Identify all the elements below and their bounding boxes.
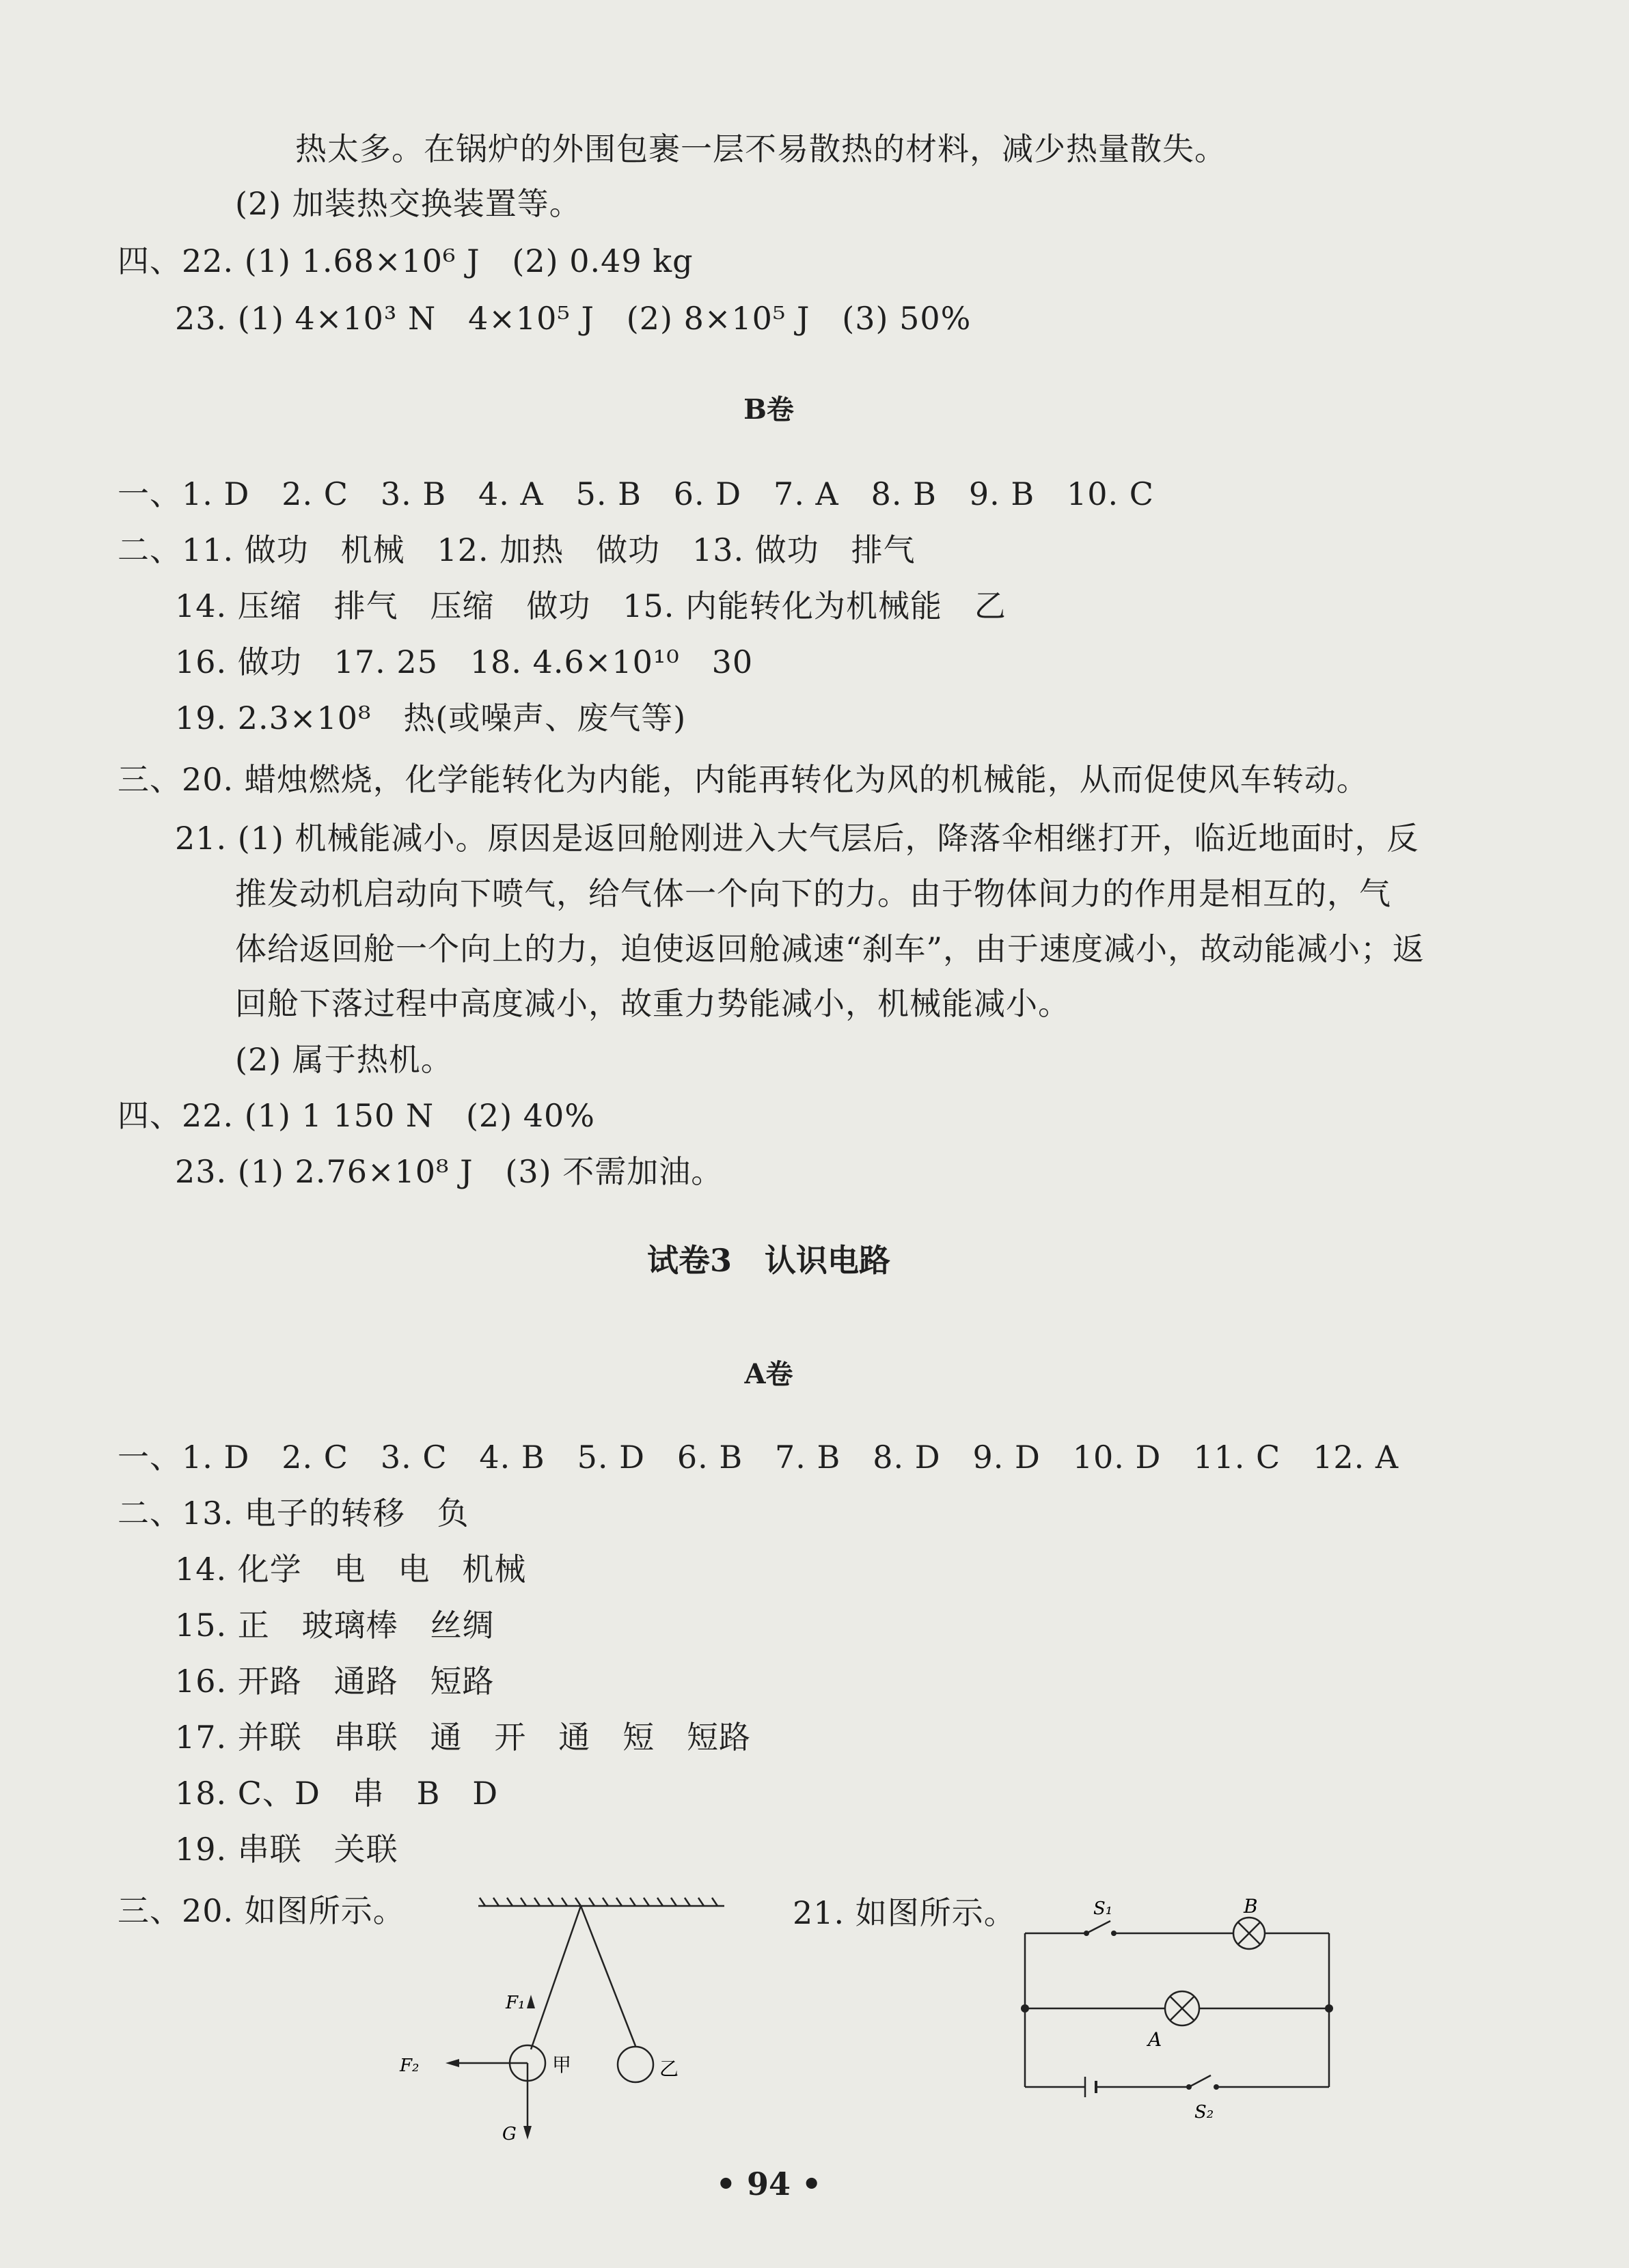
text-line: 16. 开路 通路 短路 xyxy=(175,1663,495,1700)
text-line: 推发动机启动向下喷气，给气体一个向下的力。由于物体间力的作用是相互的，气 xyxy=(235,875,1391,912)
label-yi: 乙 xyxy=(659,2058,679,2080)
text-line: 一、1. D 2. C 3. B 4. A 5. B 6. D 7. A 8. B 9. B 10. C xyxy=(118,475,1154,512)
page-number: • 94 • xyxy=(715,2166,822,2202)
text-line: 18. C、D 串 B D xyxy=(175,1775,499,1812)
text-line: 三、20. 蜡烛燃烧，化学能转化为内能，内能再转化为风的机械能，从而促使风车转动。 xyxy=(118,761,1369,798)
text-line: 一、1. D 2. C 3. C 4. B 5. D 6. B 7. B 8. D 9. D 10. D 11. C 12. A xyxy=(118,1439,1399,1476)
figure-21-circuit xyxy=(1011,1892,1353,2125)
label-a: A xyxy=(1148,2028,1162,2051)
text-line: 23. (1) 4×10³ N 4×10⁵ J (2) 8×10⁵ J (3) 50% xyxy=(175,300,972,337)
text-line: 23. (1) 2.76×10⁸ J (3) 不需加油。 xyxy=(175,1153,724,1190)
label-b: B xyxy=(1244,1895,1258,1918)
text-line: 二、11. 做功 机械 12. 加热 做功 13. 做功 排气 xyxy=(118,531,916,568)
text-line: 二、13. 电子的转移 负 xyxy=(118,1495,469,1532)
text-line: 14. 化学 电 电 机械 xyxy=(175,1551,527,1588)
text-line: 四、22. (1) 1 150 N (2) 40% xyxy=(118,1097,596,1134)
text-line: 三、20. 如图所示。 xyxy=(118,1892,405,1929)
label-f2: F₂ xyxy=(400,2056,420,2076)
label-f1: F₁ xyxy=(506,1993,525,2013)
text-line: 热太多。在锅炉的外围包裹一层不易散热的材料，减少热量散失。 xyxy=(295,130,1227,167)
text-line: 15. 正 玻璃棒 丝绸 xyxy=(175,1607,495,1644)
text-line: 17. 并联 串联 通 开 通 短 短路 xyxy=(175,1719,751,1756)
section-title-a: A卷 xyxy=(744,1358,793,1390)
text-line: 四、22. (1) 1.68×10⁶ J (2) 0.49 kg xyxy=(118,243,694,279)
figure-20-pendulum xyxy=(400,1892,738,2144)
label-g: G xyxy=(502,2124,517,2144)
text-line: 21. 如图所示。 xyxy=(793,1894,1016,1931)
label-s2: S₂ xyxy=(1194,2102,1214,2122)
text-line: 21. (1) 机械能减小。原因是返回舱刚进入大气层后，降落伞相继打开，临近地面时，反 xyxy=(175,820,1419,857)
label-s1: S₁ xyxy=(1093,1898,1113,1919)
text-line: 回舱下落过程中高度减小，故重力势能减小，机械能减小。 xyxy=(235,985,1070,1022)
label-jia: 甲 xyxy=(552,2053,572,2076)
text-line: (2) 加装热交换装置等。 xyxy=(235,185,581,222)
text-line: 14. 压缩 排气 压缩 做功 15. 内能转化为机械能 乙 xyxy=(175,587,1007,624)
text-line: 19. 2.3×10⁸ 热(或噪声、废气等) xyxy=(175,700,687,736)
text-line: 体给返回舱一个向上的力，迫使返回舱减速“刹车”，由于速度减小，故动能减小；返 xyxy=(235,930,1425,967)
text-line: 16. 做功 17. 25 18. 4.6×10¹⁰ 30 xyxy=(175,644,754,680)
text-line: (2) 属于热机。 xyxy=(235,1041,453,1078)
section-title-b: B卷 xyxy=(743,393,794,426)
text-line: 19. 串联 关联 xyxy=(175,1831,398,1868)
paper-title: 试卷3 认识电路 xyxy=(646,1242,891,1279)
